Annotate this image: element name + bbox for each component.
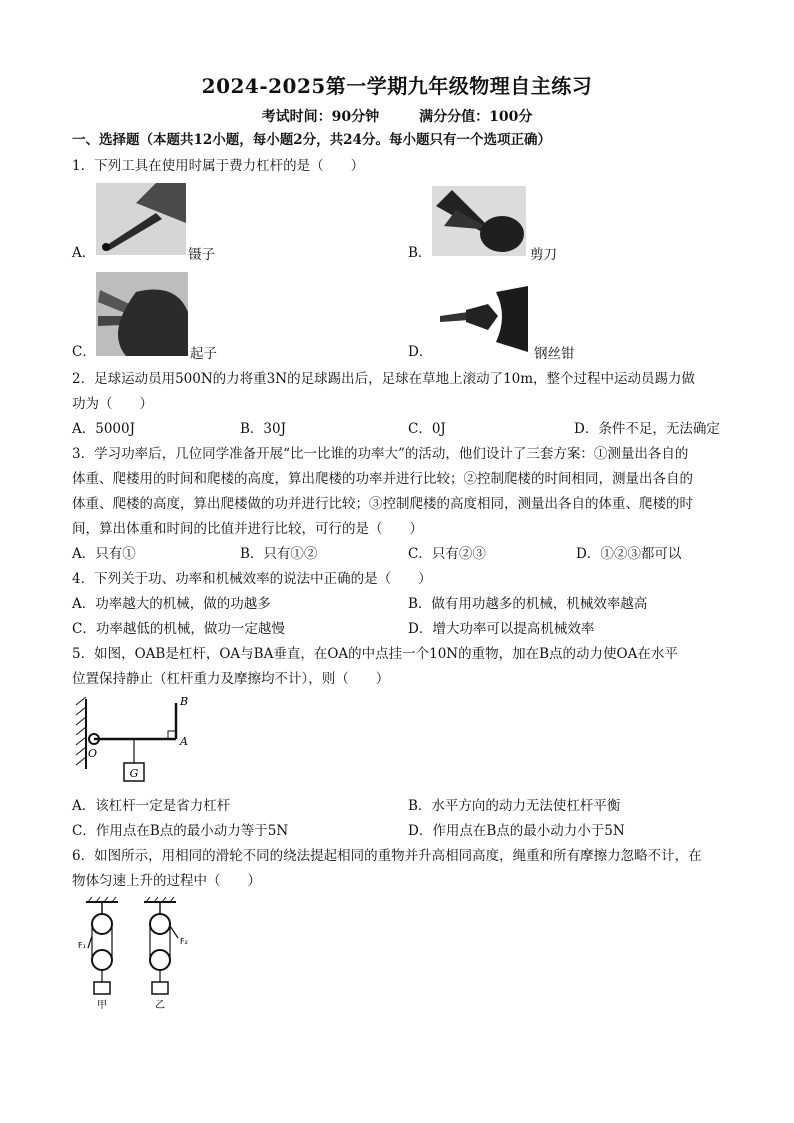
label-b: B — [180, 695, 189, 708]
q2-option-c: C．0J — [408, 421, 446, 437]
q3-option-b: B．只有①② — [240, 546, 318, 562]
question-3-line-3: 体重、爬楼的高度，算出爬楼做的功并进行比较；③控制爬楼的高度相同，测量出各自的体重、爬楼的时 — [72, 496, 693, 512]
tweezers-photo — [96, 183, 186, 255]
pulley-diagram — [74, 896, 204, 1012]
q1-caption-d: 钢丝钳 — [534, 346, 575, 362]
question-6-line-1: 6．如图所示，用相同的滑轮不同的绕法提起相同的重物并升高相同高度，绳重和所有摩擦力忽略不计，在 — [72, 848, 702, 864]
weight-yi — [152, 982, 168, 994]
q1-caption-c: 起子 — [190, 346, 217, 362]
q4-option-b: B．做有用功越多的机械，机械效率越高 — [408, 596, 648, 612]
weight-jia — [94, 982, 110, 994]
q2-option-a: A．5000J — [72, 421, 136, 437]
movable-pulley-jia — [92, 950, 112, 970]
fixed-pulley-jia — [92, 914, 112, 934]
bottle-opener-icon — [96, 272, 188, 356]
q3-option-c: C．只有②③ — [408, 546, 486, 562]
label-g: G — [129, 767, 139, 780]
label-jia: 甲 — [97, 1000, 107, 1011]
exam-time: 考试时间：90分钟 — [261, 109, 380, 125]
wall — [76, 697, 86, 769]
question-2-line-1: 2．足球运动员用500N的力将重3N的足球踢出后，足球在草地上滚动了10m，整个过程中运动员踢力做 — [72, 371, 696, 387]
question-5-line-2: 位置保持静止（杠杆重力及摩擦均不计），则（ ） — [72, 671, 390, 687]
label-f1: F₁ — [78, 941, 86, 950]
question-4-stem: 4．下列关于功、功率和机械效率的说法中正确的是（ ） — [72, 571, 432, 587]
label-a: A — [180, 735, 188, 748]
label-yi: 乙 — [155, 1000, 165, 1011]
q4-option-c: C．功率越低的机械，做功一定越慢 — [72, 621, 285, 637]
q4-option-d: D．增大功率可以提高机械效率 — [408, 621, 595, 637]
ceiling-yi — [144, 897, 176, 902]
q1-caption-a: 镊子 — [188, 247, 215, 263]
question-1-stem: 1．下列工具在使用时属于费力杠杆的是（ ） — [72, 158, 365, 174]
pliers-photo — [438, 286, 528, 352]
q4-option-a: A．功率越大的机械，做的功越多 — [72, 596, 271, 612]
q5-option-a: A．该杠杆一定是省力杠杆 — [72, 798, 231, 814]
ceiling-jia — [86, 897, 118, 902]
fixed-pulley-yi — [150, 914, 170, 934]
bottle-opener-photo — [96, 272, 188, 356]
question-3-line-1: 3．学习功率后，几位同学准备开展“比一比谁的功率大”的活动，他们设计了三套方案：①测量出各自的 — [72, 446, 689, 462]
q5-option-d: D．作用点在B点的最小动力小于5N — [408, 823, 625, 839]
scissors-icon — [432, 186, 526, 256]
q2-option-b: B．30J — [240, 421, 287, 437]
movable-pulley-yi — [150, 950, 170, 970]
tweezers-icon — [96, 183, 186, 255]
q2-option-d: D．条件不足，无法确定 — [574, 421, 720, 437]
question-6-line-2: 物体匀速上升的过程中（ ） — [72, 873, 261, 889]
q1-option-d-label: D． — [408, 344, 433, 360]
pliers-icon — [438, 286, 528, 352]
q3-option-d: D．①②③都可以 — [576, 546, 682, 562]
question-3-line-2: 体重、爬楼用的时间和爬楼的高度，算出爬楼的功率并进行比较；②控制爬楼的时间相同，测量出各自的 — [72, 471, 693, 487]
question-2-line-2: 功为（ ） — [72, 396, 153, 412]
scissors-photo — [432, 186, 526, 256]
full-score: 满分分值：100分 — [419, 109, 533, 125]
q5-option-c: C．作用点在B点的最小动力等于5N — [72, 823, 289, 839]
question-5-line-1: 5．如图，OAB是杠杆，OA与BA垂直，在OA的中点挂一个10N的重物，加在B点的动力使OA在水平 — [72, 646, 678, 662]
exam-info — [0, 106, 794, 126]
q1-option-b-label: B． — [408, 245, 432, 261]
q5-option-b: B．水平方向的动力无法使杠杆平衡 — [408, 798, 621, 814]
q1-option-a-label: A． — [72, 245, 96, 261]
q1-option-c-label: C． — [72, 344, 96, 360]
label-f2: F₂ — [180, 937, 188, 946]
q3-option-a: A．只有① — [72, 546, 136, 562]
section-heading: 一、选择题（本题共12小题，每小题2分，共24分。每小题只有一个选项正确） — [72, 132, 551, 148]
page-title: 2024-2025第一学期九年级物理自主练习 — [201, 74, 593, 98]
lever-diagram — [72, 693, 192, 793]
label-o: O — [88, 747, 98, 760]
question-3-line-4: 间，算出体重和时间的比值并进行比较，可行的是（ ） — [72, 521, 423, 537]
q1-caption-b: 剪刀 — [530, 247, 557, 263]
